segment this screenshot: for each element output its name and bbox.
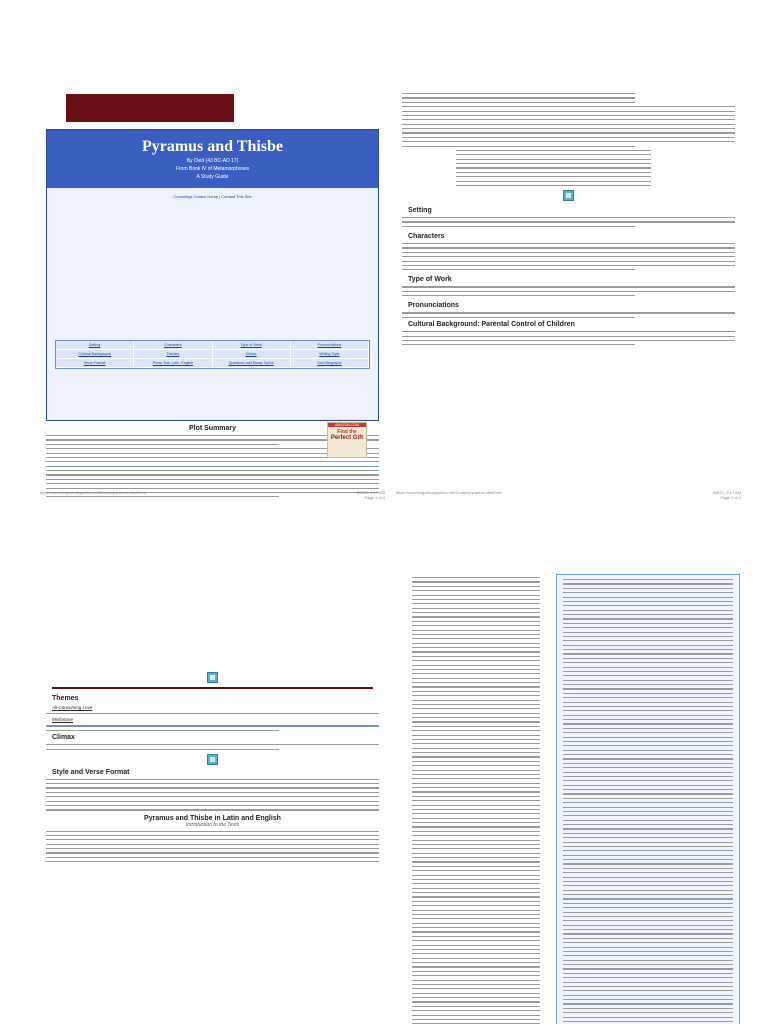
page-title: Pyramus and Thisbe [141, 138, 284, 155]
cultural-text [402, 331, 735, 345]
type-of-work-text [402, 286, 735, 296]
grid-link[interactable]: Type of Work [213, 341, 291, 350]
section-icon [207, 672, 218, 683]
poem-excerpt [456, 150, 735, 186]
cultural-heading: Cultural Background: Parental Control of Children [408, 321, 575, 329]
grid-link[interactable]: Cultural Background [56, 350, 134, 359]
grid-link[interactable]: Writing Style [291, 350, 369, 359]
grid-link[interactable]: Characters [134, 341, 212, 350]
grid-link[interactable]: Verse Format [56, 359, 134, 368]
type-of-work-heading: Type of Work [408, 276, 452, 284]
ad-line: Find the [337, 429, 357, 435]
page-1 [40, 90, 385, 498]
latin-text-column [406, 574, 546, 1024]
page-3 [40, 668, 385, 1024]
page-2 [396, 90, 741, 498]
ad-banner[interactable] [327, 422, 367, 458]
footer-date: 8/8/21, 8:17 AM [712, 490, 741, 495]
pronunciations-text [402, 312, 735, 318]
poem-excerpt [402, 93, 735, 103]
footer-page: Page 1 of 4 [364, 495, 385, 500]
footer-url: https://cummingsstudyguides.net/Guides/pyramus.html#Yes [40, 490, 146, 495]
grid-row [56, 341, 369, 350]
footer-url: https://cummingsstudyguides.net/Guides/pyramus.html#Yes [396, 490, 502, 495]
source: From Book IV of Metamorphoses [175, 166, 250, 172]
characters-heading: Characters [408, 233, 445, 240]
title-box [46, 129, 379, 421]
english-lines [563, 579, 733, 1024]
title-header [47, 130, 378, 188]
grid-link[interactable]: Pronunciations [291, 341, 369, 350]
nav-links[interactable]: Cummings Guides Home | Contact This Site [173, 194, 252, 199]
theme-title: Misfortune [52, 717, 74, 723]
grid-row [56, 350, 369, 359]
english-translation-column [556, 574, 740, 1024]
header-banner [66, 94, 234, 122]
topics-grid [55, 340, 370, 369]
climax-text [46, 744, 379, 750]
pronunciations-heading: Pronunciations [408, 302, 459, 310]
latin-heading: Pyramus and Thisbe in Latin and English [144, 814, 281, 822]
footer-page: Page 2 of 4 [720, 495, 741, 500]
divider [52, 687, 373, 689]
guide-label: A Study Guide [196, 174, 229, 180]
setting-heading: Setting [408, 207, 432, 215]
setting-text [402, 217, 735, 227]
characters-text [402, 243, 735, 270]
grid-link[interactable]: Themes [134, 350, 212, 359]
latin-subheading: Introduction to the Texts [185, 821, 240, 828]
grid-row [56, 359, 369, 368]
grid-link[interactable]: Prose Text: Latin, English [134, 359, 212, 368]
theme-text [46, 713, 379, 714]
ad-brand: AMAZON.COM [328, 423, 366, 427]
grid-link[interactable]: Setting [56, 341, 134, 350]
grid-link[interactable]: Ovid Biography [291, 359, 369, 368]
plot-summary-heading: Plot Summary [188, 425, 237, 432]
climax-heading: Climax [52, 734, 75, 742]
themes-heading: Themes [52, 695, 79, 702]
grid-link[interactable]: Questions and Essay Topics [213, 359, 291, 368]
section-icon [207, 754, 218, 765]
section-icon [563, 190, 574, 201]
page-4 [396, 574, 741, 1024]
byline: By Ovid (43 BC-AD 17) [186, 158, 239, 164]
footer-date: 8/8/21, 8:17 AM [356, 490, 385, 495]
theme-title: All-Consuming Love [52, 705, 93, 710]
plot-continued [402, 106, 735, 147]
style-text [46, 779, 379, 811]
latin-intro-text [46, 831, 379, 863]
ad-line: Perfect Gift [330, 435, 364, 441]
latin-lines [412, 577, 540, 1024]
grid-link[interactable]: Climax [213, 350, 291, 359]
style-heading: Style and Verse Format [52, 768, 130, 776]
theme-text [46, 725, 379, 731]
